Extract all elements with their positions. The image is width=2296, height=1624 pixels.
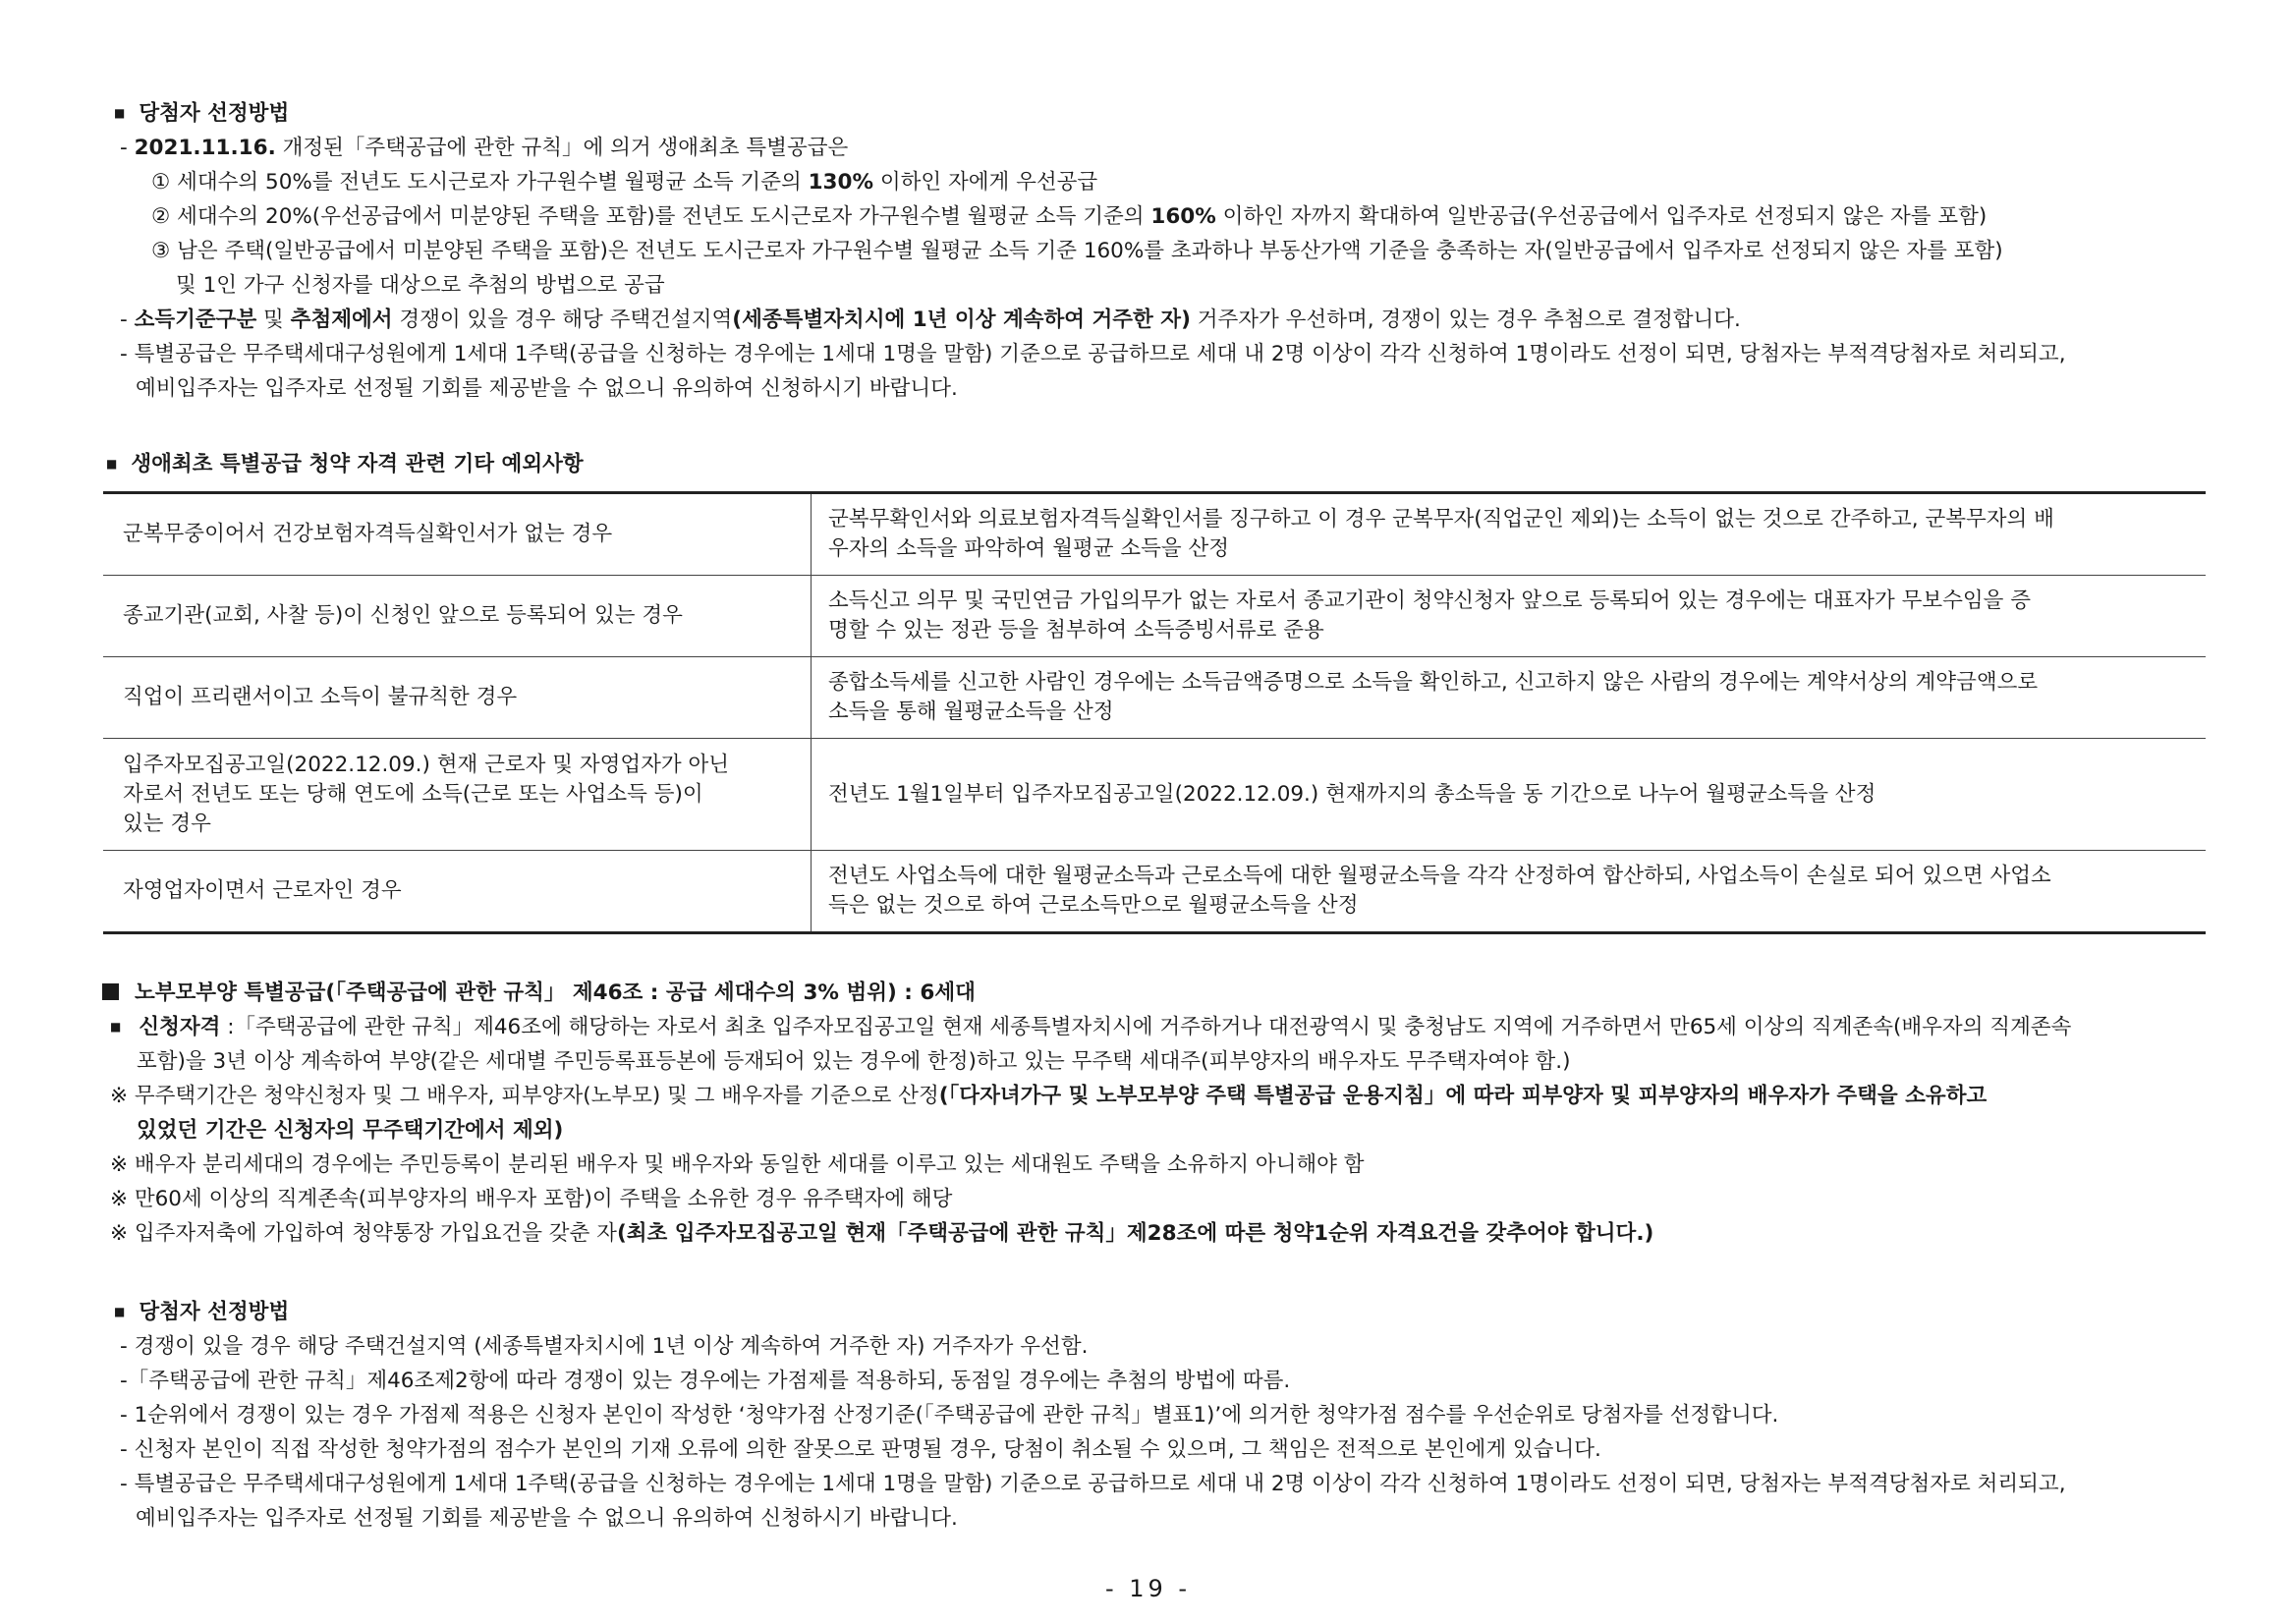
table-cell-case: 직업이 프리랜서이고 소득이 불규칙한 경우 (103, 657, 812, 739)
elderly-parent-body (110, 1010, 2071, 1251)
note-line: ※ 입주자저축에 가입하여 청약통장 가입요건을 갖춘 자(최초 입주자모집공고일 현재「주택공급에 관한 규칙」제28조에 따른 청약1순위 자격요건을 갖추어야 합니다.) (110, 1221, 1654, 1246)
paragraph-line: ② 세대수의 20%(우선공급에서 미분양된 주택을 포함)를 전년도 도시근로자 가구원수별 월평균 소득 기준의 160% 이하인 자까지 확대하여 일반공급(우선공급에서 입주자로 선정되지 않은 자를 포함) (151, 204, 1988, 229)
elderly-parent-section (102, 976, 976, 1010)
bullet-icon: ■ (110, 1020, 122, 1034)
paragraph-line: - 경쟁이 있을 경우 해당 주택건설지역 (세종특별자치시에 1년 이상 계속하여 거주한 자) 거주자가 우선함. (120, 1334, 1089, 1359)
table-cell-rule: 종합소득세를 신고한 사람인 경우에는 소득금액증명으로 소득을 확인하고, 신고하지 않은 사람의 경우에는 계약서상의 계약금액으로 소득을 통해 월평균소득을 산정 (812, 657, 2207, 739)
paragraph-line: ③ 남은 주택(일반공급에서 미분양된 주택을 포함)은 전년도 도시근로자 가구원수별 월평균 소득 기준 160%를 초과하나 부동산가액 기준을 충족하는 자(일반공급에서 입주자로 선정되지 않은 자를 포함) (151, 239, 2003, 263)
bullet-icon: ■ (114, 106, 126, 120)
note-line: ※ 배우자 분리세대의 경우에는 주민등록이 분리된 배우자 및 배우자와 동일한 세대를 이루고 있는 세대원도 주택을 소유하지 아니해야 함 (110, 1152, 1365, 1177)
bullet-icon: ■ (106, 457, 118, 471)
note-line: ※ 만60세 이상의 직계존속(피부양자의 배우자 포함)이 주택을 소유한 경우 유주택자에 해당 (110, 1187, 953, 1211)
table-cell-case: 종교기관(교회, 사찰 등)이 신청인 앞으로 등록되어 있는 경우 (103, 576, 812, 657)
paragraph-line: - 2021.11.16. 개정된「주택공급에 관한 규칙」에 의거 생애최초 특별공급은 (120, 136, 849, 160)
paragraph-line: - 신청자 본인이 직접 작성한 청약가점의 점수가 본인의 기재 오류에 의한 잘못으로 판명될 경우, 당첨이 취소될 수 있으며, 그 책임은 전적으로 본인에게 있습니다. (120, 1437, 1601, 1462)
paragraph-line: 예비입주자는 입주자로 선정될 기회를 제공받을 수 없으니 유의하여 신청하시기 바랍니다. (136, 376, 958, 401)
paragraph-line: - 특별공급은 무주택세대구성원에게 1세대 1주택(공급을 신청하는 경우에는 1세대 1명을 말함) 기준으로 공급하므로 세대 내 2명 이상이 각각 신청하여 1명이라도 선정이 되면, 당첨자는 부적격당첨자로 처리되고, (120, 342, 2066, 366)
page-number: - 19 - (1104, 1575, 1192, 1602)
section-heading: ■ 당첨자 선정방법 (114, 1300, 290, 1324)
paragraph-line: 예비입주자는 입주자로 선정될 기회를 제공받을 수 없으니 유의하여 신청하시기 바랍니다. (136, 1506, 958, 1531)
paragraph-line: -「주택공급에 관한 규칙」제46조제2항에 따라 경쟁이 있는 경우에는 가점제를 적용하되, 동점일 경우에는 추첨의 방법에 따름. (120, 1369, 1291, 1393)
elderly-winner-selection-body (120, 1329, 2066, 1536)
square-bullet-icon (102, 983, 119, 1000)
table-row (103, 576, 2206, 657)
table-cell-rule: 군복무확인서와 의료보험자격득실확인서를 징구하고 이 경우 군복무자(직업군인 제외)는 소득이 없는 것으로 간주하고, 군복무자의 배 우자의 소득을 파악하여 월평균 소득을 산정 (812, 493, 2207, 576)
section-heading: 노부모부양 특별공급(「주택공급에 관한 규칙」 제46조 : 공급 세대수의 3% 범위) : 6세대 (102, 976, 976, 1010)
table-cell-case: 자영업자이면서 근로자인 경우 (103, 851, 812, 933)
winner-selection-section (114, 96, 289, 131)
table-cell-rule: 전년도 1월1일부터 입주자모집공고일(2022.12.09.) 현재까지의 총소득을 동 기간으로 나누어 월평균소득을 산정 (812, 739, 2207, 851)
paragraph-line: - 특별공급은 무주택세대구성원에게 1세대 1주택(공급을 신청하는 경우에는 1세대 1명을 말함) 기준으로 공급하므로 세대 내 2명 이상이 각각 신청하여 1명이라도 선정이 되면, 당첨자는 부적격당첨자로 처리되고, (120, 1472, 2066, 1496)
table-row (103, 657, 2206, 739)
paragraph-line: 포함)을 3년 이상 계속하여 부양(같은 세대별 주민등록표등본에 등재되어 있는 경우에 한정)하고 있는 무주택 세대주(피부양자의 배우자도 무주택자여야 함.) (137, 1049, 1571, 1074)
note-line: ※ 무주택기간은 청약신청자 및 그 배우자, 피부양자(노부모) 및 그 배우자를 기준으로 산정(「다자녀가구 및 노부모부양 주택 특별공급 운용지침」에 따라 피부양자 및 피부양자의 배우자가 주택을 소유하고 (110, 1084, 1988, 1108)
paragraph-line: ■ 신청자격 :「주택공급에 관한 규칙」제46조에 해당하는 자로서 최초 입주자모집공고일 현재 세종특별자치시에 거주하거나 대전광역시 및 충청남도 지역에 거주하면서 만65세 이상의 직계존속(배우자의 직계존속 (110, 1015, 2072, 1039)
winner-selection-body (120, 131, 2066, 406)
table-row (103, 851, 2206, 933)
paragraph-line: - 1순위에서 경쟁이 있는 경우 가점제 적용은 신청자 본인이 작성한 ‘청약가점 산정기준(「주택공급에 관한 규칙」별표1)’에 의거한 청약가점 점수를 우선순위로 당첨자를 선정합니다. (120, 1403, 1779, 1428)
bullet-icon: ■ (114, 1305, 126, 1318)
table-cell-rule: 소득신고 의무 및 국민연금 가입의무가 없는 자로서 종교기관이 청약신청자 앞으로 등록되어 있는 경우에는 대표자가 무보수임을 증 명할 수 있는 정관 등을 첨부하여 소득증빙서류로 준용 (812, 576, 2207, 657)
table-cell-rule: 전년도 사업소득에 대한 월평균소득과 근로소득에 대한 월평균소득을 각각 산정하여 합산하되, 사업소득이 손실로 되어 있으면 사업소 득은 없는 것으로 하여 근로소득만으로 월평균소득을 산정 (812, 851, 2207, 933)
exceptions-heading: ■ 생애최초 특별공급 청약 자격 관련 기타 예외사항 (106, 452, 584, 476)
paragraph-line: ① 세대수의 50%를 전년도 도시근로자 가구원수별 월평균 소득 기준의 130% 이하인 자에게 우선공급 (151, 170, 1098, 195)
paragraph-line: - 소득기준구분 및 추첨제에서 경쟁이 있을 경우 해당 주택건설지역(세종특별자치시에 1년 이상 계속하여 거주한 자) 거주자가 우선하며, 경쟁이 있는 경우 추첨으로 결정합니다. (120, 308, 1741, 332)
table-row (103, 739, 2206, 851)
note-line: 있었던 기간은 신청자의 무주택기간에서 제외) (137, 1118, 564, 1143)
section-heading: ■ 당첨자 선정방법 (114, 101, 290, 126)
exceptions-table (103, 491, 2206, 934)
table-cell-case: 입주자모집공고일(2022.12.09.) 현재 근로자 및 자영업자가 아닌 자로서 전년도 또는 당해 연도에 소득(근로 또는 사업소득 등)이 있는 경우 (103, 739, 812, 851)
elderly-winner-selection-section (114, 1295, 289, 1329)
table-row (103, 493, 2206, 576)
table-cell-case: 군복무중이어서 건강보험자격득실확인서가 없는 경우 (103, 493, 812, 576)
paragraph-line: 및 1인 가구 신청자를 대상으로 추첨의 방법으로 공급 (176, 273, 665, 298)
